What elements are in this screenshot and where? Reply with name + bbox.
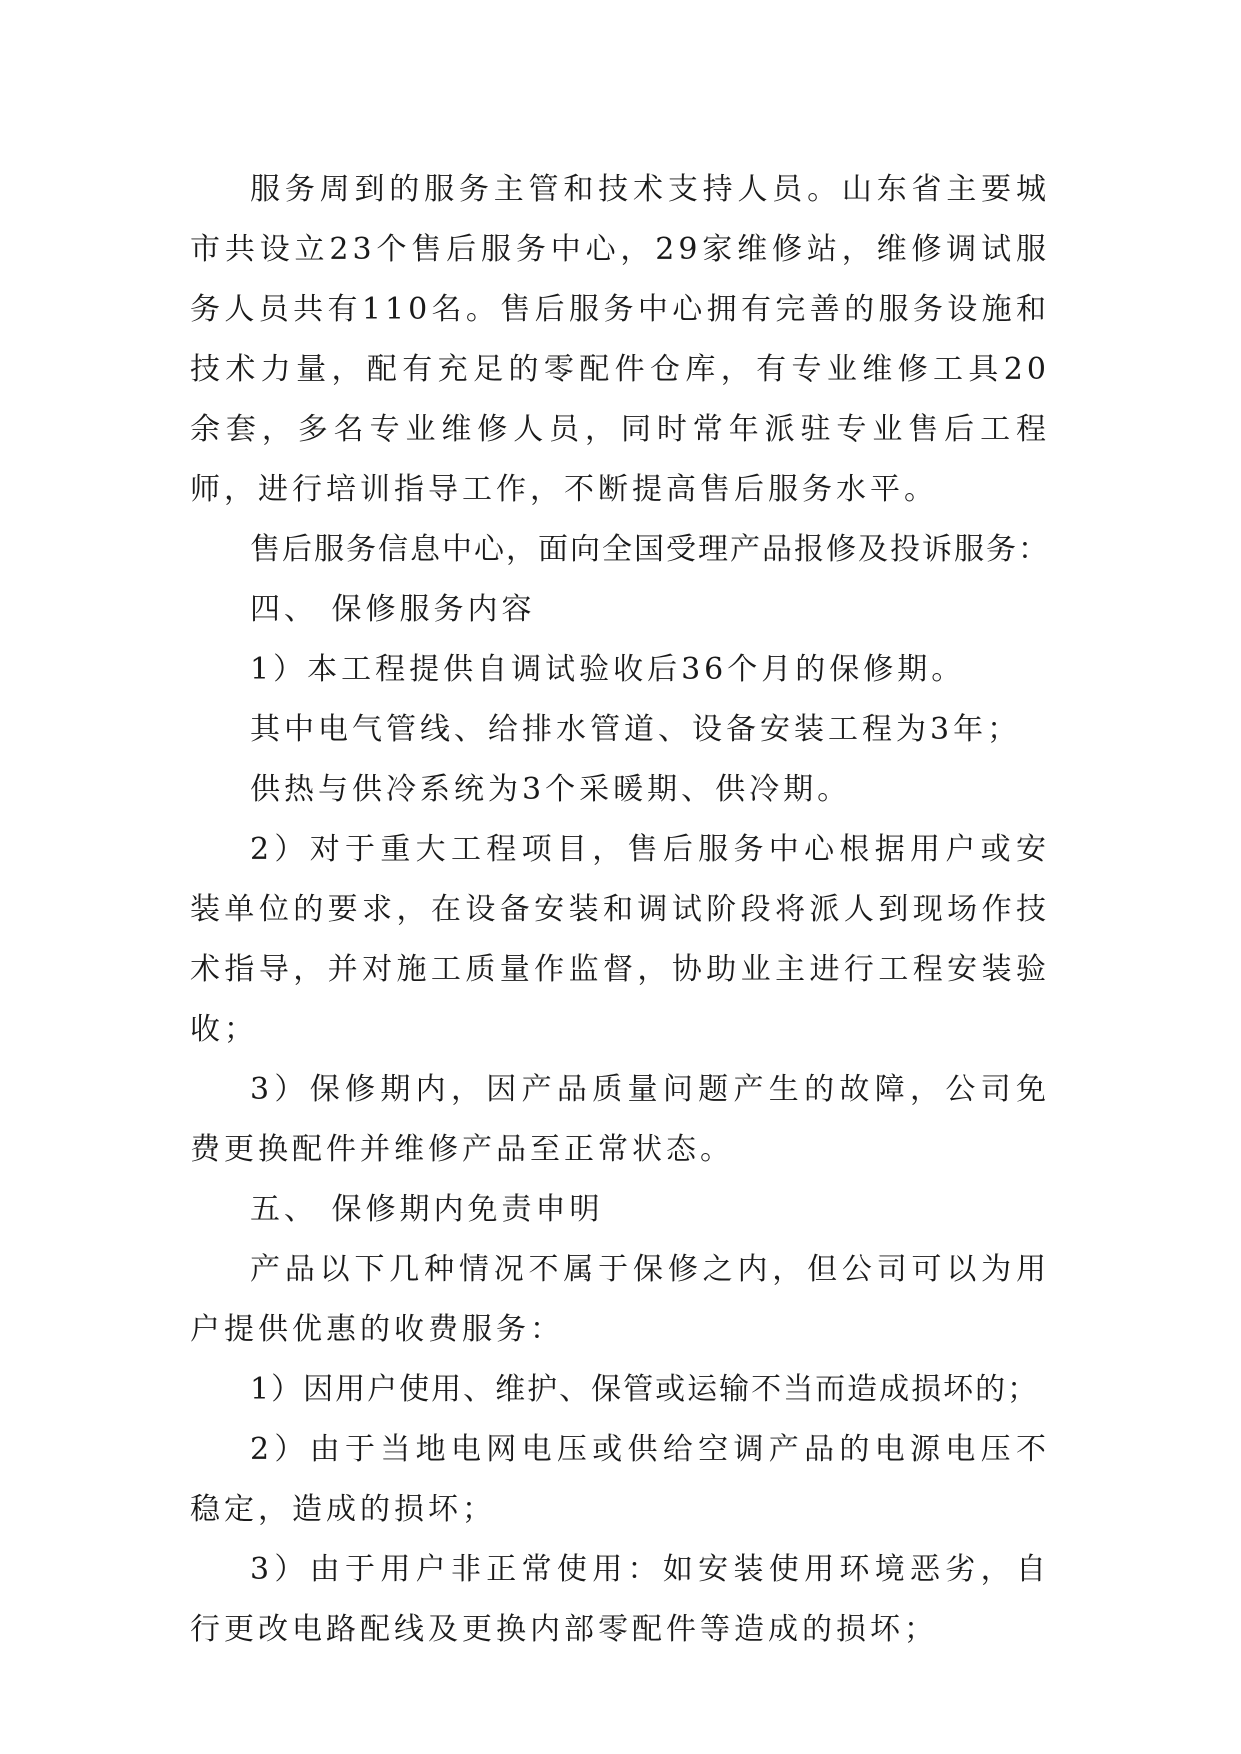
paragraph-disclaimer-intro: 产品以下几种情况不属于保修之内，但公司可以为用户提供优惠的收费服务： <box>190 1252 1050 1347</box>
list-item-improper-use: 1）因用户使用、维护、保管或运输不当而造成损坏的； <box>250 1372 1040 1407</box>
list-item-free-repair: 3）保修期内，因产品质量问题产生的故障，公司免费更换配件并维修产品至正常状态。 <box>190 1072 1050 1167</box>
document-body <box>190 160 1050 1660</box>
list-item-abnormal-use: 3）由于用户非正常使用：如安装使用环境恶劣，自行更改电路配线及更换内部零配件等造成的损坏； <box>190 1552 1050 1647</box>
list-item-warranty-period: 1）本工程提供自调试验收后36个月的保修期。 <box>250 652 966 687</box>
paragraph-installation-period: 其中电气管线、给排水管道、设备安装工程为3年； <box>250 712 1022 747</box>
paragraph-info-center: 售后服务信息中心，面向全国受理产品报修及投诉服务： <box>250 532 1050 567</box>
section-heading-warranty-content: 四、 保修服务内容 <box>250 592 536 627</box>
section-heading-disclaimer: 五、 保修期内免责申明 <box>250 1192 604 1227</box>
list-item-voltage-instability: 2）由于当地电网电压或供给空调产品的电源电压不稳定，造成的损坏； <box>190 1432 1050 1527</box>
list-item-major-projects: 2）对于重大工程项目，售后服务中心根据用户或安装单位的要求，在设备安装和调试阶段将派人到现场作技术指导，并对施工质量作监督，协助业主进行工程安装验收； <box>190 832 1050 1047</box>
paragraph-heating-cooling-period: 供热与供冷系统为3个采暖期、供冷期。 <box>250 772 852 807</box>
paragraph-service-network: 服务周到的服务主管和技术支持人员。山东省主要城市共设立23个售后服务中心，29家维修站，维修调试服务人员共有110名。售后服务中心拥有完善的服务设施和技术力量，配有充足的零配件仓库，有专业维修工具20余套，多名专业维修人员，同时常年派驻专业售后工程师，进行培训指导工作，不断提高售后服务水平。 <box>190 172 1050 507</box>
